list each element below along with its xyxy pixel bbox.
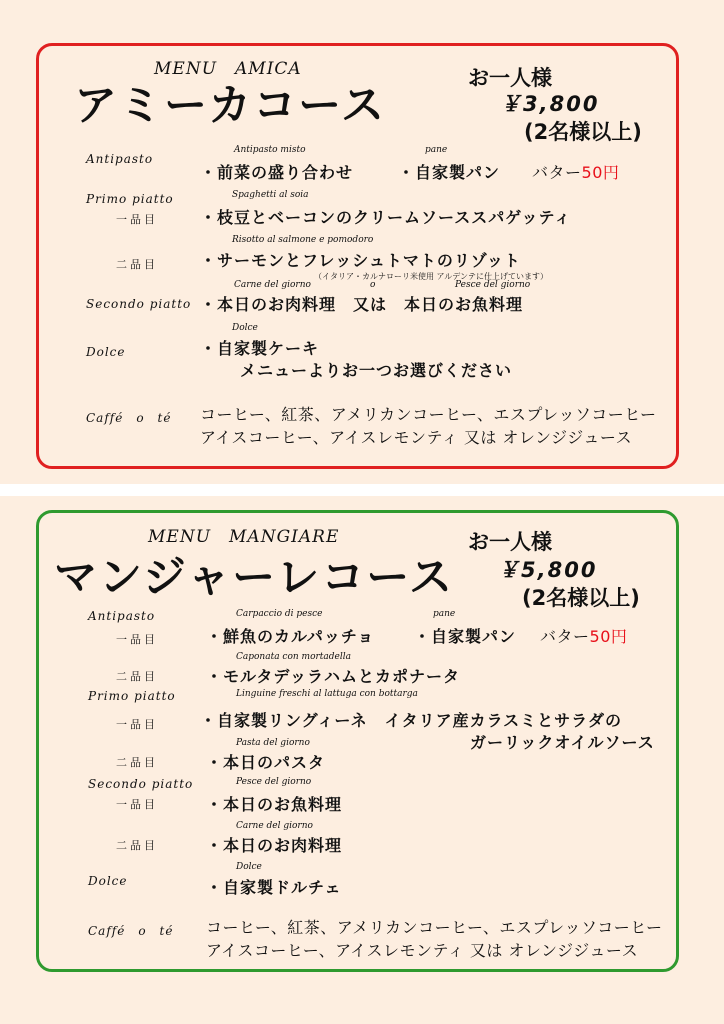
amica-caffe-label: Caffé o té (86, 411, 172, 425)
amica-primo-label: Primo piatto (86, 192, 174, 206)
butter-label: バター (540, 627, 590, 646)
amica-caffe-line-1: コーヒー、紅茶、アメリカンコーヒー、エスプレッソコーヒー (200, 405, 657, 424)
butter-price: 50円 (581, 163, 620, 182)
mangiare-primo-item-1b: ガーリックオイルソース (470, 733, 655, 752)
amica-course-title: アミーカコース (74, 81, 386, 131)
amica-antipasto-item-1: ・前菜の盛り合わせ (200, 163, 354, 182)
mangiare-caffe-line-2: アイスコーヒー、アイスレモンティ 又は オレンジジュース (206, 941, 639, 960)
butter-label: バター (532, 163, 582, 182)
amica-min-people: (2名様以上) (524, 120, 642, 144)
mangiare-caffe-line-1: コーヒー、紅茶、アメリカンコーヒー、エスプレッソコーヒー (206, 918, 663, 937)
amica-antipasto-label: Antipasto (86, 152, 154, 166)
amica-secondo-it-o: o (370, 280, 376, 290)
mangiare-primo-it-2: Pasta del giorno (236, 738, 310, 748)
mangiare-primo-ord-2: 二品目 (116, 756, 158, 769)
mangiare-antipasto-ord-2: 二品目 (116, 670, 158, 683)
mangiare-butter (540, 624, 627, 647)
amica-menu-label: MENU AMICA (154, 59, 302, 79)
mangiare-secondo-item-2: ・本日のお肉料理 (206, 836, 343, 855)
mangiare-min-people: (2名様以上) (522, 586, 640, 610)
mangiare-primo-item-2: ・本日のパスタ (206, 753, 326, 772)
mangiare-menu-label: MENU MANGIARE (148, 527, 340, 547)
mangiare-primo-label: Primo piatto (88, 689, 176, 703)
mangiare-course-title: マンジャーレコース (54, 553, 455, 603)
mangiare-antipasto-item-1: ・鮮魚のカルパッチョ (206, 627, 375, 646)
mangiare-primo-ord-1: 一品目 (116, 718, 158, 731)
mangiare-antipasto-it-2: pane (433, 609, 456, 619)
mangiare-secondo-item-1: ・本日のお魚料理 (206, 795, 343, 814)
mangiare-antipasto-it-3: Caponata con mortadella (236, 652, 352, 662)
mangiare-antipasto-item-2: ・自家製パン (414, 627, 517, 646)
mangiare-secondo-it-2: Carne del giorno (236, 821, 313, 831)
amica-antipasto-it-2: pane (425, 145, 448, 155)
amica-risotto-note: （イタリア・カルナローリ米使用 アルデンテに仕上げています） (314, 272, 549, 281)
amica-primo-ord-1: 一品目 (116, 213, 158, 226)
amica-primo-item-2: ・サーモンとフレッシュトマトのリゾット (200, 251, 521, 270)
mangiare-caffe-label: Caffé o té (88, 924, 174, 938)
amica-primo-it-2: Risotto al salmone e pomodoro (232, 235, 374, 245)
amica-per-person: お一人様 (468, 66, 552, 90)
amica-butter (532, 160, 619, 183)
amica-primo-item-1: ・枝豆とベーコンのクリームソーススパゲッティ (200, 208, 572, 227)
mangiare-antipasto-ord-1: 一品目 (116, 633, 158, 646)
mangiare-antipasto-item-3: ・モルタデッラハムとカポナータ (206, 667, 461, 686)
amica-secondo-it-2: Pesce del giorno (455, 280, 531, 290)
mangiare-antipasto-label: Antipasto (88, 609, 156, 623)
mangiare-antipasto-it-1: Carpaccio di pesce (236, 609, 323, 619)
amica-price: ￥3,800 (500, 92, 600, 116)
amica-dolce-item: ・自家製ケーキ (200, 339, 320, 358)
amica-dolce-it: Dolce (232, 323, 258, 333)
amica-secondo-it-1: Carne del giorno (234, 280, 311, 290)
mangiare-per-person: お一人様 (468, 530, 552, 554)
mangiare-secondo-label: Secondo piatto (88, 777, 194, 791)
amica-antipasto-item-2: ・自家製パン (398, 163, 501, 182)
mangiare-price: ￥5,800 (498, 558, 598, 582)
amica-antipasto-it-1: Antipasto misto (234, 145, 306, 155)
amica-dolce-label: Dolce (86, 345, 126, 359)
section-divider (0, 484, 724, 496)
mangiare-dolce-item: ・自家製ドルチェ (206, 878, 342, 897)
mangiare-secondo-it-1: Pesce del giorno (236, 777, 312, 787)
mangiare-dolce-it: Dolce (236, 862, 262, 872)
mangiare-secondo-ord-2: 二品目 (116, 839, 158, 852)
amica-dolce-note: メニューよりお一つお選びください (240, 361, 513, 380)
mangiare-secondo-ord-1: 一品目 (116, 798, 158, 811)
mangiare-primo-item-1a: ・自家製リングィーネ イタリア産カラスミとサラダの (200, 711, 622, 730)
amica-secondo-item: ・本日のお肉料理 又は 本日のお魚料理 (200, 295, 524, 314)
amica-primo-it-1: Spaghetti al soia (232, 190, 309, 200)
amica-secondo-label: Secondo piatto (86, 297, 192, 311)
mangiare-dolce-label: Dolce (88, 874, 128, 888)
amica-primo-ord-2: 二品目 (116, 258, 158, 271)
amica-caffe-line-2: アイスコーヒー、アイスレモンティ 又は オレンジジュース (200, 428, 633, 447)
mangiare-primo-it-1: Linguine freschi al lattuga con bottarga (236, 689, 418, 699)
butter-price: 50円 (589, 627, 628, 646)
